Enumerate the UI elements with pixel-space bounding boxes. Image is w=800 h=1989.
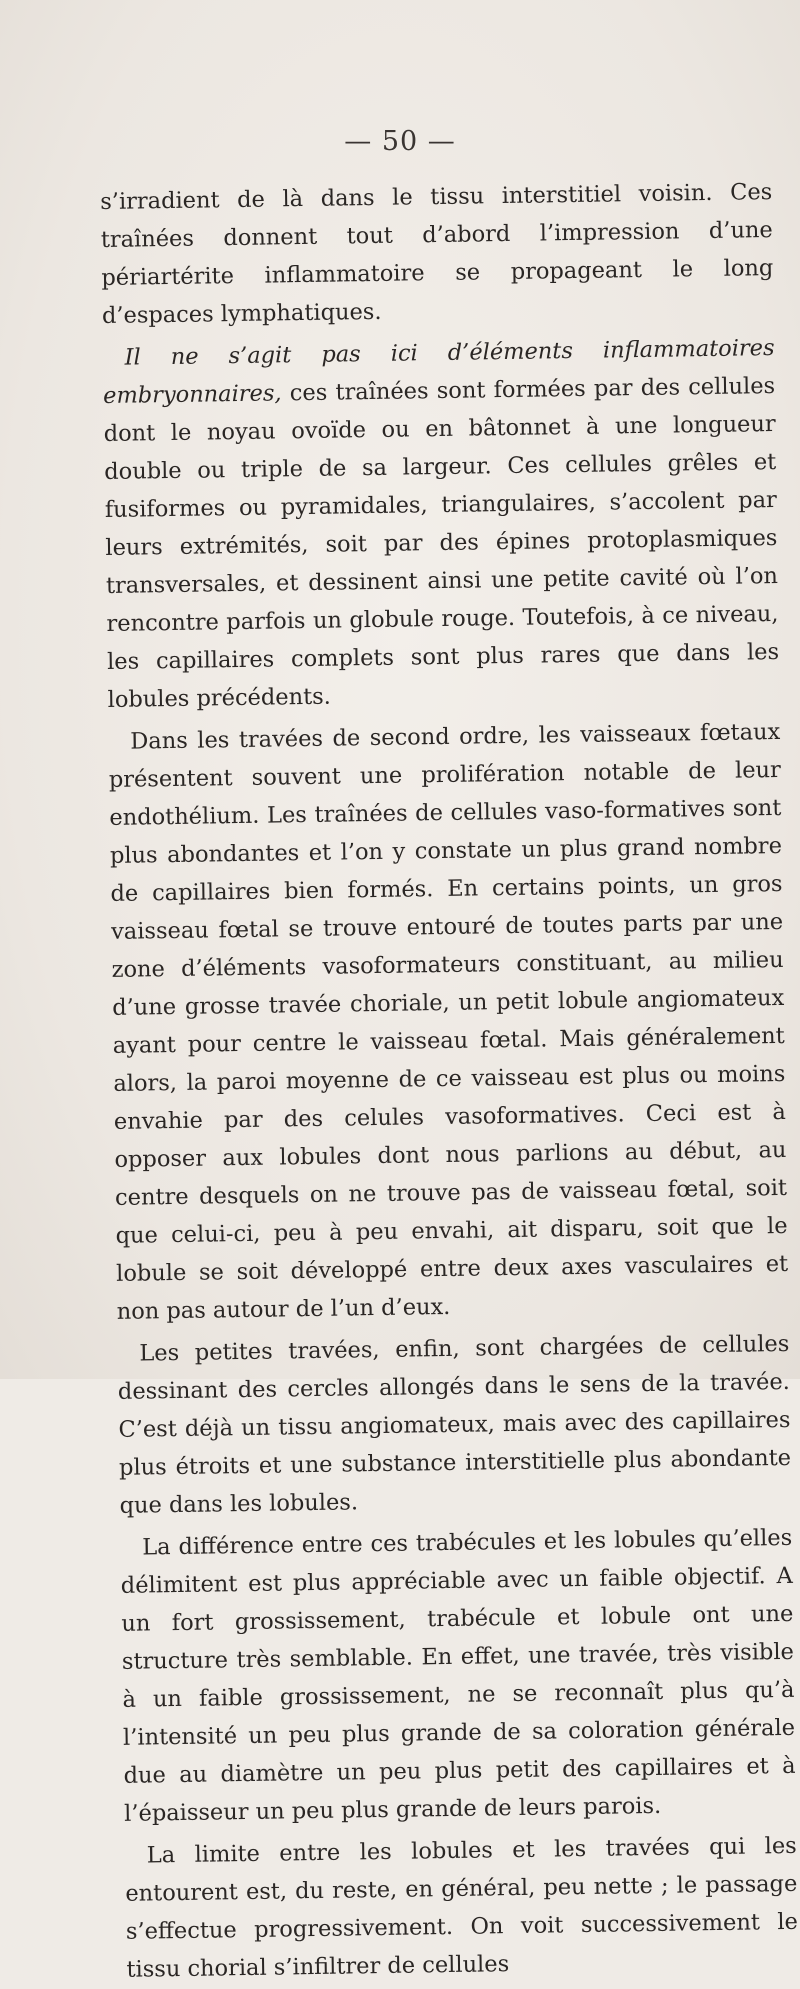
paragraph-1: s’irradient de là dans le tissu interstitiel voisin. Ces traînées donnent tout d’abord l’impression d’une périartérite inflammatoire se propageant le long d’espaces lymphatiques. bbox=[100, 179, 774, 329]
paragraph-4: Les petites travées, enfin, sont chargées de cellules dessinant des cercles allongés dans le sens de la travée. C’est déjà un tissu angiomateux, mais avec des capillaires plus étroits et une substance interstitielle plus abondante que dans les lobules. bbox=[117, 1330, 792, 1519]
paragraph-2 bbox=[102, 329, 780, 719]
paragraph-6: La limite entre les lobules et les travées qui les entourent est, du reste, en général, peu nette ; le passage s’effectue progressivement. On voit successivement le tissu chorial s’infiltrer de cellules bbox=[125, 1832, 799, 1983]
paragraph-5: La différence entre ces trabécules et les lobules qu’elles délimitent est plus appréciable avec un faible objectif. A un fort grossissement, trabécule et lobule ont une structure très semblable. En effet, une travée, très visible à un faible grossissement, ne se reconnaît plus qu’à l’intensité un peu plus grande de sa coloration générale due au diamètre un peu plus petit des capillaires et à l’épaisseur un peu plus grande de leurs parois. bbox=[120, 1524, 796, 1827]
paragraph-3: Dans les travées de second ordre, les vaisseaux fœtaux présentent souvent une prolifération notable de leur endothélium. Les traînées de cellules vaso-formatives sont plus abondantes et l’on y constate un plus grand nombre de capillaires bien formés. En certains points, un gros vaisseau fœtal se trouve entouré de toutes parts par une zone d’éléments vasoformateurs constituant, au milieu d’une grosse travée choriale, un petit lobule angiomateux ayant pour centre le vaisseau fœtal. Mais généralement alors, la paroi moyenne de ce vaisseau est plus ou moins envahie par des celules vasoformatives. Ceci est à opposer aux lobules dont nous parlions au début, au centre desquels on ne trouve pas de vaisseau fœtal, soit que celui-ci, peu à peu envahi, ait disparu, soit que le lobule se soit développé entre deux axes vasculaires et non pas autour de l’un d’eux. bbox=[108, 718, 789, 1325]
body-text bbox=[100, 173, 799, 1989]
italic-lead: Il ne s’agit pas ici d’éléments inflammatoires embryonnaires, bbox=[102, 335, 775, 409]
page-number: — 50 — bbox=[344, 126, 456, 157]
paragraph-2-text: ces traînées sont formées par des cellules dont le noyau ovoïde ou en bâtonnet à une longueur double ou triple de sa largeur. Ces cellules grêles et fusiformes ou pyramidales, triangulaires, s’accolent par leurs extrémités, soit par des épines protoplasmiques transversales, et dessinent ainsi une petite cavité où l’on rencontre parfois un globule rouge. Toutefois, à ce niveau, les capillaires complets sont plus rares que dans les lobules précédents. bbox=[103, 373, 780, 713]
